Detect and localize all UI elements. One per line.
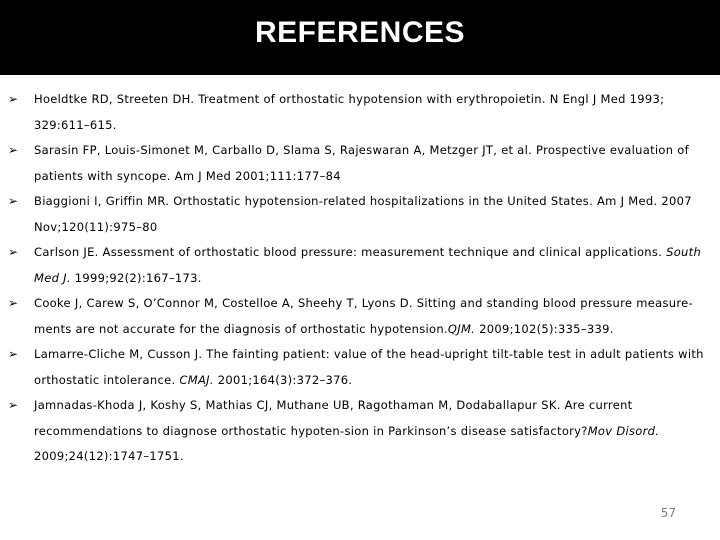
reference-text: Biaggioni I, Griffin MR. Orthostatic hypotension-related hospitalizations in the United States. Am J Med. 2007 Nov;120(11):975–80 [34,194,692,234]
page-title: REFERENCES [254,16,466,49]
arrow-bullet-icon: ➢ [8,245,19,259]
reference-item [8,240,708,291]
reference-journal: QJM. [447,321,476,336]
reference-text: Cooke J, Carew S, O’Connor M, Costelloe A, Sheehy T, Lyons D. Sitting and standing blood pressure measure-ments are not accurate for the diagnosis of orthostatic hypotension. [34,296,693,336]
reference-text: Jamnadas-Khoda J, Koshy S, Mathias CJ, Muthane UB, Ragothaman M, Dodaballapur SK. Are current recommendations to diagnose orthostatic hypoten-sion in Parkinson’s disease satisfactory? [34,398,633,438]
reference-item [8,87,708,138]
reference-citation: 2009;24(12):1747–1751. [34,449,184,463]
reference-citation: 1999;92(2):167–173. [70,270,202,285]
arrow-bullet-icon: ➢ [8,92,19,106]
reference-text: Carlson JE. Assessment of orthostatic blood pressure: measurement technique and clinical applications. [34,245,667,259]
arrow-bullet-icon: ➢ [8,194,19,208]
reference-item [8,291,708,342]
reference-journal: Mov Disord. [587,423,660,438]
page-number: 57 [660,506,676,520]
arrow-bullet-icon: ➢ [8,347,19,361]
reference-item [8,393,708,470]
reference-list [8,87,708,470]
reference-item [8,138,708,189]
reference-text: Lamarre-Cliche M, Cusson J. The fainting patient: value of the head-upright tilt-table test in adult patients with orthostatic intolerance. [34,347,704,387]
reference-citation: 2001;164(3):372–376. [213,372,353,387]
reference-item [8,189,708,240]
title-bar [0,0,720,75]
arrow-bullet-icon: ➢ [8,398,19,412]
arrow-bullet-icon: ➢ [8,296,19,310]
reference-item [8,342,708,393]
arrow-bullet-icon: ➢ [8,143,19,157]
reference-text: Hoeldtke RD, Streeten DH. Treatment of orthostatic hypotension with erythropoietin. N Engl J Med 1993; 329:611–615. [34,92,665,132]
reference-text: Sarasin FP, Louis-Simonet M, Carballo D, Slama S, Rajeswaran A, Metzger JT, et al. Prospective evaluation of patients with syncope. Am J Med 2001;111:177–84 [34,143,689,183]
reference-journal: South Med J. [34,245,702,285]
reference-journal: CMAJ. [179,372,214,387]
reference-citation: 2009;102(5):335–339. [475,321,614,336]
